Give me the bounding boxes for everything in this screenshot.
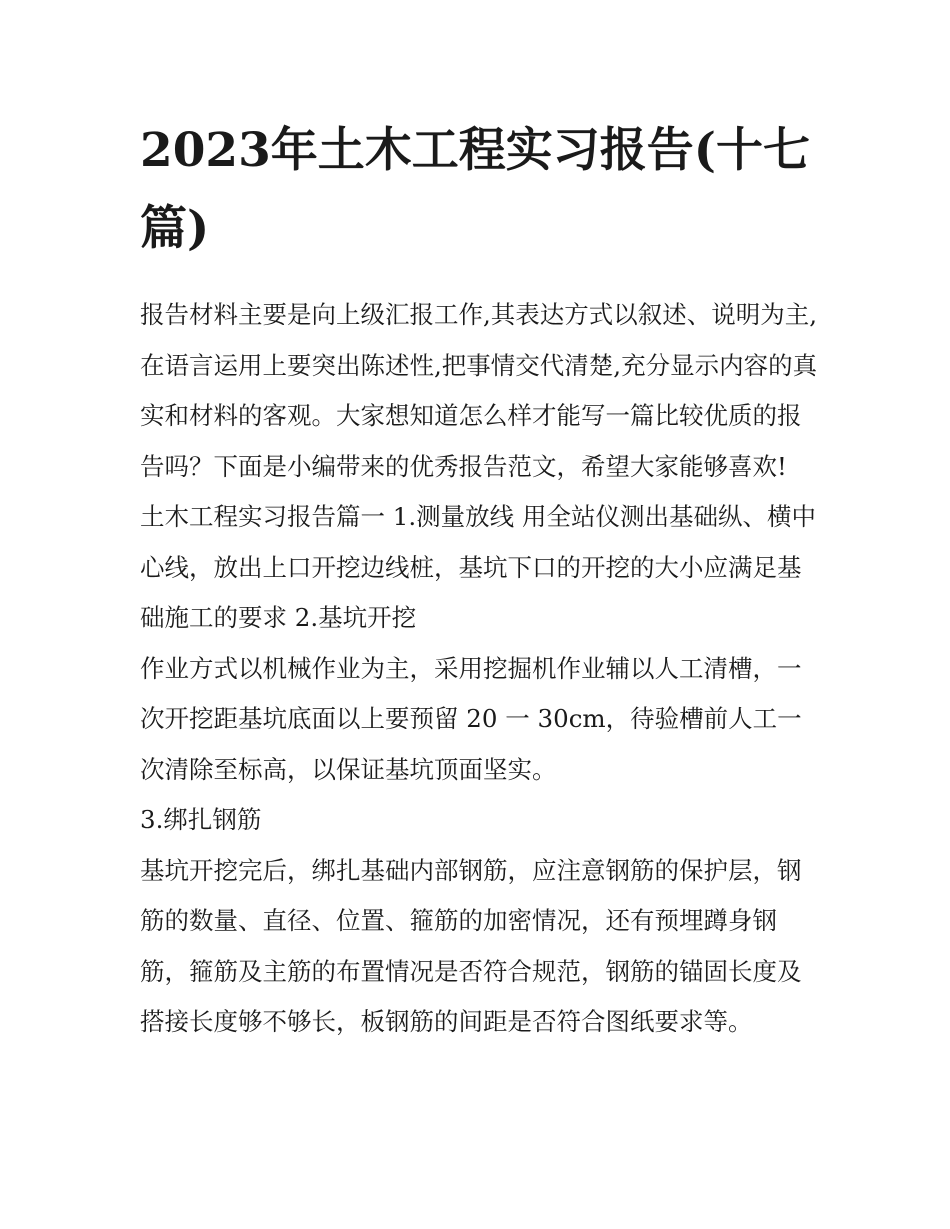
paragraph-heading-rebar: 3.绑扎钢筋 — [140, 805, 262, 834]
paragraph-excavation: 作业方式以机械作业为主，采用挖掘机作业辅以人工清槽，一次开挖距基坑底面以上要预留 20 一 30cm，待验槽前人工一次清除至标高，以保证基坑顶面坚实。 — [140, 653, 802, 784]
paragraph-section-one: 土木工程实习报告篇一 1.测量放线 用全站仪测出基础纵、横中心线，放出上口开挖边线桩，基坑下口的开挖的大小应满足基础施工的要求 2.基坑开挖 — [140, 502, 816, 632]
paragraph-intro: 报告材料主要是向上级汇报工作,其表达方式以叙述、说明为主,在语言运用上要突出陈述性,把事情交代清楚,充分显示内容的真实和材料的客观。大家想知道怎么样才能写一篇比较优质的报告吗？下面是小编带来的优秀报告范文，希望大家能够喜欢! — [140, 300, 818, 481]
document-title: 2023年土木工程实习报告(十七篇) — [140, 123, 811, 256]
document-page — [140, 112, 820, 1048]
paragraph-rebar: 基坑开挖完后，绑扎基础内部钢筋，应注意钢筋的保护层，钢筋的数量、直径、位置、箍筋的加密情况，还有预埋蹲身钢筋，箍筋及主筋的布置情况是否符合规范，钢筋的锚固长度及搭接长度够不够长，板钢筋的间距是否符合图纸要求等。 — [140, 855, 802, 1036]
